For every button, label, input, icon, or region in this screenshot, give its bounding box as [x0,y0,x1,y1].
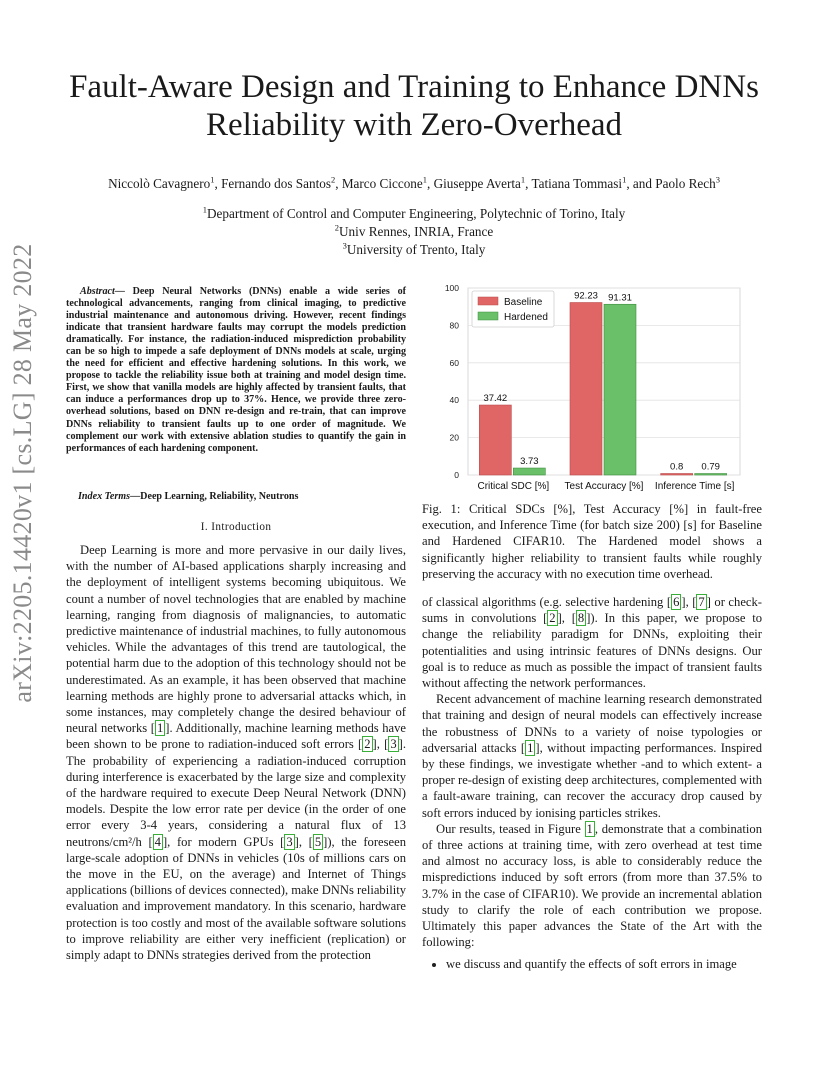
bar [570,303,602,475]
index-terms: Index Terms—Deep Learning, Reliability, Neutrons [78,491,299,502]
citation-link[interactable]: 6 [673,595,680,609]
right-column [422,594,762,950]
y-tick-label: 80 [449,320,459,331]
citation-link[interactable]: 1 [527,740,534,755]
figure-caption: Fig. 1: Critical SDCs [%], Test Accuracy [%] in fault-free execution, and Inference Time (for batch size 200) [s] for Baseline and Hardened CIFAR10. The Hardened model shows a significantly higher reliability to transient faults while roughly preserving the accuracy with no execution time overhead. [422,502,762,581]
author: Paolo Rech$^3$ [655,174,720,191]
legend-label: Hardened [504,312,548,323]
author: Tatiana Tommasi$^1$ [531,174,627,191]
affiliation-1: $^1$Department of Control and Computer Engineering, Polytechnic of Torino, Italy [202,204,626,221]
data-label: 37.42 [483,393,508,405]
data-label: 0.8 [670,461,684,473]
bar [479,405,511,475]
bullet-icon [432,963,436,967]
legend-swatch [478,312,498,320]
left-column [66,542,406,963]
data-label: 92.23 [574,290,598,302]
arxiv-stamp-text: arXiv:2205.14420v1 [cs.LG] 28 May 2022 [8,243,37,703]
title-line-1: Fault-Aware Design and Training to Enhance DNNs [69,69,759,105]
abstract [66,286,406,455]
list-item: we discuss and quantify the effects of soft errors in image [432,957,762,972]
section-heading: I. Introduction [200,521,272,533]
y-tick-label: 60 [449,357,459,368]
figure-link[interactable]: 1 [586,821,593,836]
y-tick-label: 100 [444,283,459,293]
citation-link[interactable]: 8 [577,611,585,626]
legend-label: Baseline [504,297,543,308]
paragraph: of classical algorithms (e.g. selective hardening [ 6 ], [ 7 ] or check-sums in convolutions [ 2 ], [ 8 ]). In this paper, we propose to change the reliability paradigm for DNNs, exploiting their potentialities and using intrinsic features of DNNs designs. Our goal is to reduce as much as possible the impact of transient faults without affecting the network performances. [422,595,762,691]
citation-link[interactable]: 3 [286,834,293,849]
y-tick-label: 0 [454,470,459,480]
citation-link[interactable]: 1 [156,721,164,736]
citation-link[interactable]: 2 [364,737,371,752]
author-list: Niccolò Cavagnero$^1$, Fernando dos Santos$^2$, Marco Ciccone$^1$, Giuseppe Averta$^1$, Tatiana Tommasi$^1$, and Paolo Rech$^3$ [108,174,720,191]
x-tick-label: Critical SDC [%] [477,481,550,492]
affiliation-3: $^3$University of Trento, Italy [342,240,486,257]
abstract-text: — Deep Neural Networks (DNNs) enable a wide series of technological advancements, ranging from clinical imaging, to predictive industrial maintenance and autonomous driving. However, recent findings indicate that transient hardware faults may corrupt the models prediction dramatically. For instance, the radiation-induced misprediction probability can be so high to impede a safe deployment of DNNs models at scale, urging the need for efficient and effective hardening solutions. In this work, we propose to tackle the reliability issue both at training and model design time. First, we show that vanilla models are highly affected by transient faults, that can induce a performances drop up to 37%. Hence, we provide three zero-overhead solutions, based on DNN re-design and re-train, that can improve DNNs reliability to transient faults up to one order of magnitude. We complement our work with extensive ablation studies to quantify the gain in performances of each hardening component. [66,286,406,454]
y-tick-label: 20 [449,432,459,443]
author: Fernando dos Santos$^2$ [221,174,336,191]
title-line-2: Reliability with Zero-Overhead [205,107,623,143]
citation-link[interactable]: 4 [154,834,161,849]
affiliation-2: $^2$Univ Rennes, INRIA, France [334,222,494,239]
bar [513,468,545,475]
author: Niccolò Cavagnero$^1$ [108,174,215,191]
paragraph: Our results, teased in Figure 1 , demonstrate that a combination of three actions at training time, with zero overhead at test time and almost no accuracy loss, is able to considerably reduce the mispredictions induced by soft errors (from more than 37.5% to 3.7% in the case of CIFAR10). We provide an incremental ablation study to clarify the role of each contribution we propose. Ultimately this paper advances the State of the Art with the following: [422,821,762,950]
paper-title [40,68,788,144]
data-label: 3.73 [520,456,539,468]
citation-link[interactable]: 5 [314,834,322,849]
author: Marco Ciccone$^1$ [341,174,427,191]
bar [604,304,636,475]
abstract-label: Abstract [80,286,115,297]
x-tick-label: Inference Time [s] [654,481,735,492]
y-tick-label: 40 [449,395,459,406]
bar [661,474,693,476]
citation-link[interactable]: 2 [549,611,556,626]
author: Giuseppe Averta$^1$ [433,174,526,191]
arxiv-stamp [0,0,44,1072]
figure-1-chart [422,278,768,500]
data-label: 91.31 [608,292,632,304]
bar [695,474,727,476]
x-tick-label: Test Accuracy [%] [564,481,644,492]
data-label: 0.79 [701,461,720,473]
paragraph: Deep Learning is more and more pervasive in our daily lives, with the number of AI-based applications sharply increasing and the deployment of intelligent systems becoming ubiquitous. We count a number of novel technologies that are enabled by machine learning, ranging from diagnosis of malignancies, to automatic predictive maintenance of industrial machines, to fully autonomous vehicles. While the advantages of this trend are tautological, the potential harm due to the adoption of this technology should not be underestimated. As an example, it has been observed that machine learning methods are highly prone to adversarial attacks which, in some instances, may completely change the desired behaviour of neural networks [ 1 ]. Additionally, machine learning methods have been shown to be prone to radiation-induced soft errors [ 2 ], [ 3 ]. The probability of experiencing a radiation-induced corruption during interference is exacerbated by the large size and complexity of the hardware required to execute Deep Neural Network (DNN) models. Despite the low error rate per device (in the order of one error every 3-4 years, considering a natural flux of 13 neutrons/cm²/h [ 4 ], for modern GPUs [ 3 ], [ 5 ]), the foreseen large-scale adoption of DNNs in vehicles (10s of millions cars on the move in the EU, on the average) and Internet of Things applications (billions of devices connected), make DNNs reliability evaluation and improvement mandatory. In this scenario, hardware protection is too costly and most of the available software solutions to improve reliability are either very inefficient (replication) or simply adapt to DNNs strategies derived from the protection [66,543,406,963]
citation-link[interactable]: 7 [698,595,705,609]
citation-link[interactable]: 3 [390,737,397,752]
legend-swatch [478,297,498,305]
paragraph: Recent advancement of machine learning research demonstrated that training and design of neural models can effectively increase the robustness of DNNs to a variety of noise typologies or adversarial attacks [ 1 ], without impacting performances. Inspired by these findings, we investigate whether -and to which extent- a proper re-design of existing deep architectures, complemented with a fault-aware training, can recover the accuracy drop caused by soft errors induced by ionising particles strikes. [422,692,762,820]
